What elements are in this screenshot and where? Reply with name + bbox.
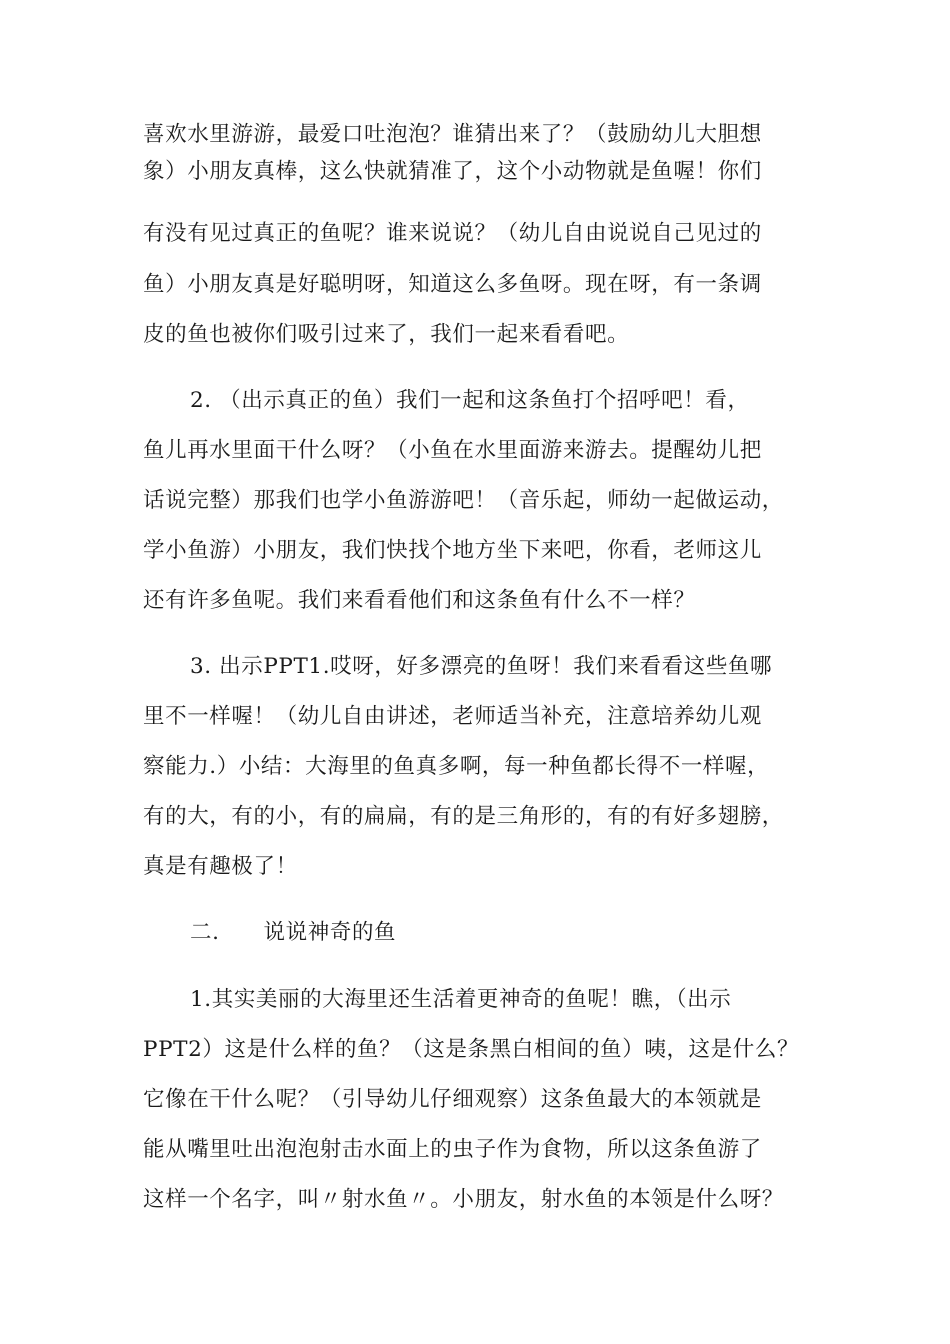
text-line: 3. 出示PPT1.哎呀，好多漂亮的鱼呀！我们来看看这些鱼哪: [190, 654, 773, 679]
text-line: 皮的鱼也被你们吸引过来了，我们一起来看看吧。: [143, 322, 630, 347]
text-line: 它像在干什么呢？（引导幼儿仔细观察）这条鱼最大的本领就是: [143, 1087, 762, 1112]
text-line: 2. （出示真正的鱼）我们一起和这条鱼打个招呼吧！看，: [190, 388, 750, 413]
text-line: 鱼儿再水里面干什么呀？（小鱼在水里面游来游去。提醒幼儿把: [143, 438, 762, 463]
text-line: 鱼）小朋友真是好聪明呀，知道这么多鱼呀。现在呀，有一条调: [143, 272, 762, 297]
text-line: 1.其实美丽的大海里还生活着更神奇的鱼呢！瞧，（出示: [190, 987, 732, 1012]
text-line: 察能力.）小结：大海里的鱼真多啊，每一种鱼都长得不一样喔，: [143, 754, 770, 779]
text-line: 话说完整）那我们也学小鱼游游吧！（音乐起，师幼一起做运动，: [143, 488, 784, 513]
text-line: PPT2）这是什么样的鱼？（这是条黑白相间的鱼）咦，这是什么？: [143, 1037, 800, 1062]
text-line: 还有许多鱼呢。我们来看看他们和这条鱼有什么不一样？: [143, 588, 696, 613]
text-line: 真是有趣极了！: [143, 854, 298, 879]
text-line: 这样一个名字，叫〃射水鱼〃。小朋友，射水鱼的本领是什么呀？: [143, 1187, 784, 1212]
text-line: 喜欢水里游游，最爱口吐泡泡？谁猜出来了？（鼓励幼儿大胆想: [143, 122, 762, 147]
text-line: 能从嘴里吐出泡泡射击水面上的虫子作为食物，所以这条鱼游了: [143, 1137, 762, 1162]
section-title: 说说神奇的鱼: [263, 920, 397, 945]
text-line: 有没有见过真正的鱼呢？谁来说说？（幼儿自由说说自己见过的: [143, 221, 762, 246]
section-heading: [190, 918, 880, 948]
text-line: 学小鱼游）小朋友，我们快找个地方坐下来吧，你看，老师这儿: [143, 538, 762, 563]
text-line: 有的大，有的小，有的扁扁，有的是三角形的，有的有好多翅膀，: [143, 804, 784, 829]
text-line: 里不一样喔！（幼儿自由讲述，老师适当补充，注意培养幼儿观: [143, 704, 762, 729]
text-line: 象）小朋友真棒，这么快就猜准了，这个小动物就是鱼喔！你们: [143, 159, 762, 184]
section-number: 二.: [190, 920, 220, 945]
